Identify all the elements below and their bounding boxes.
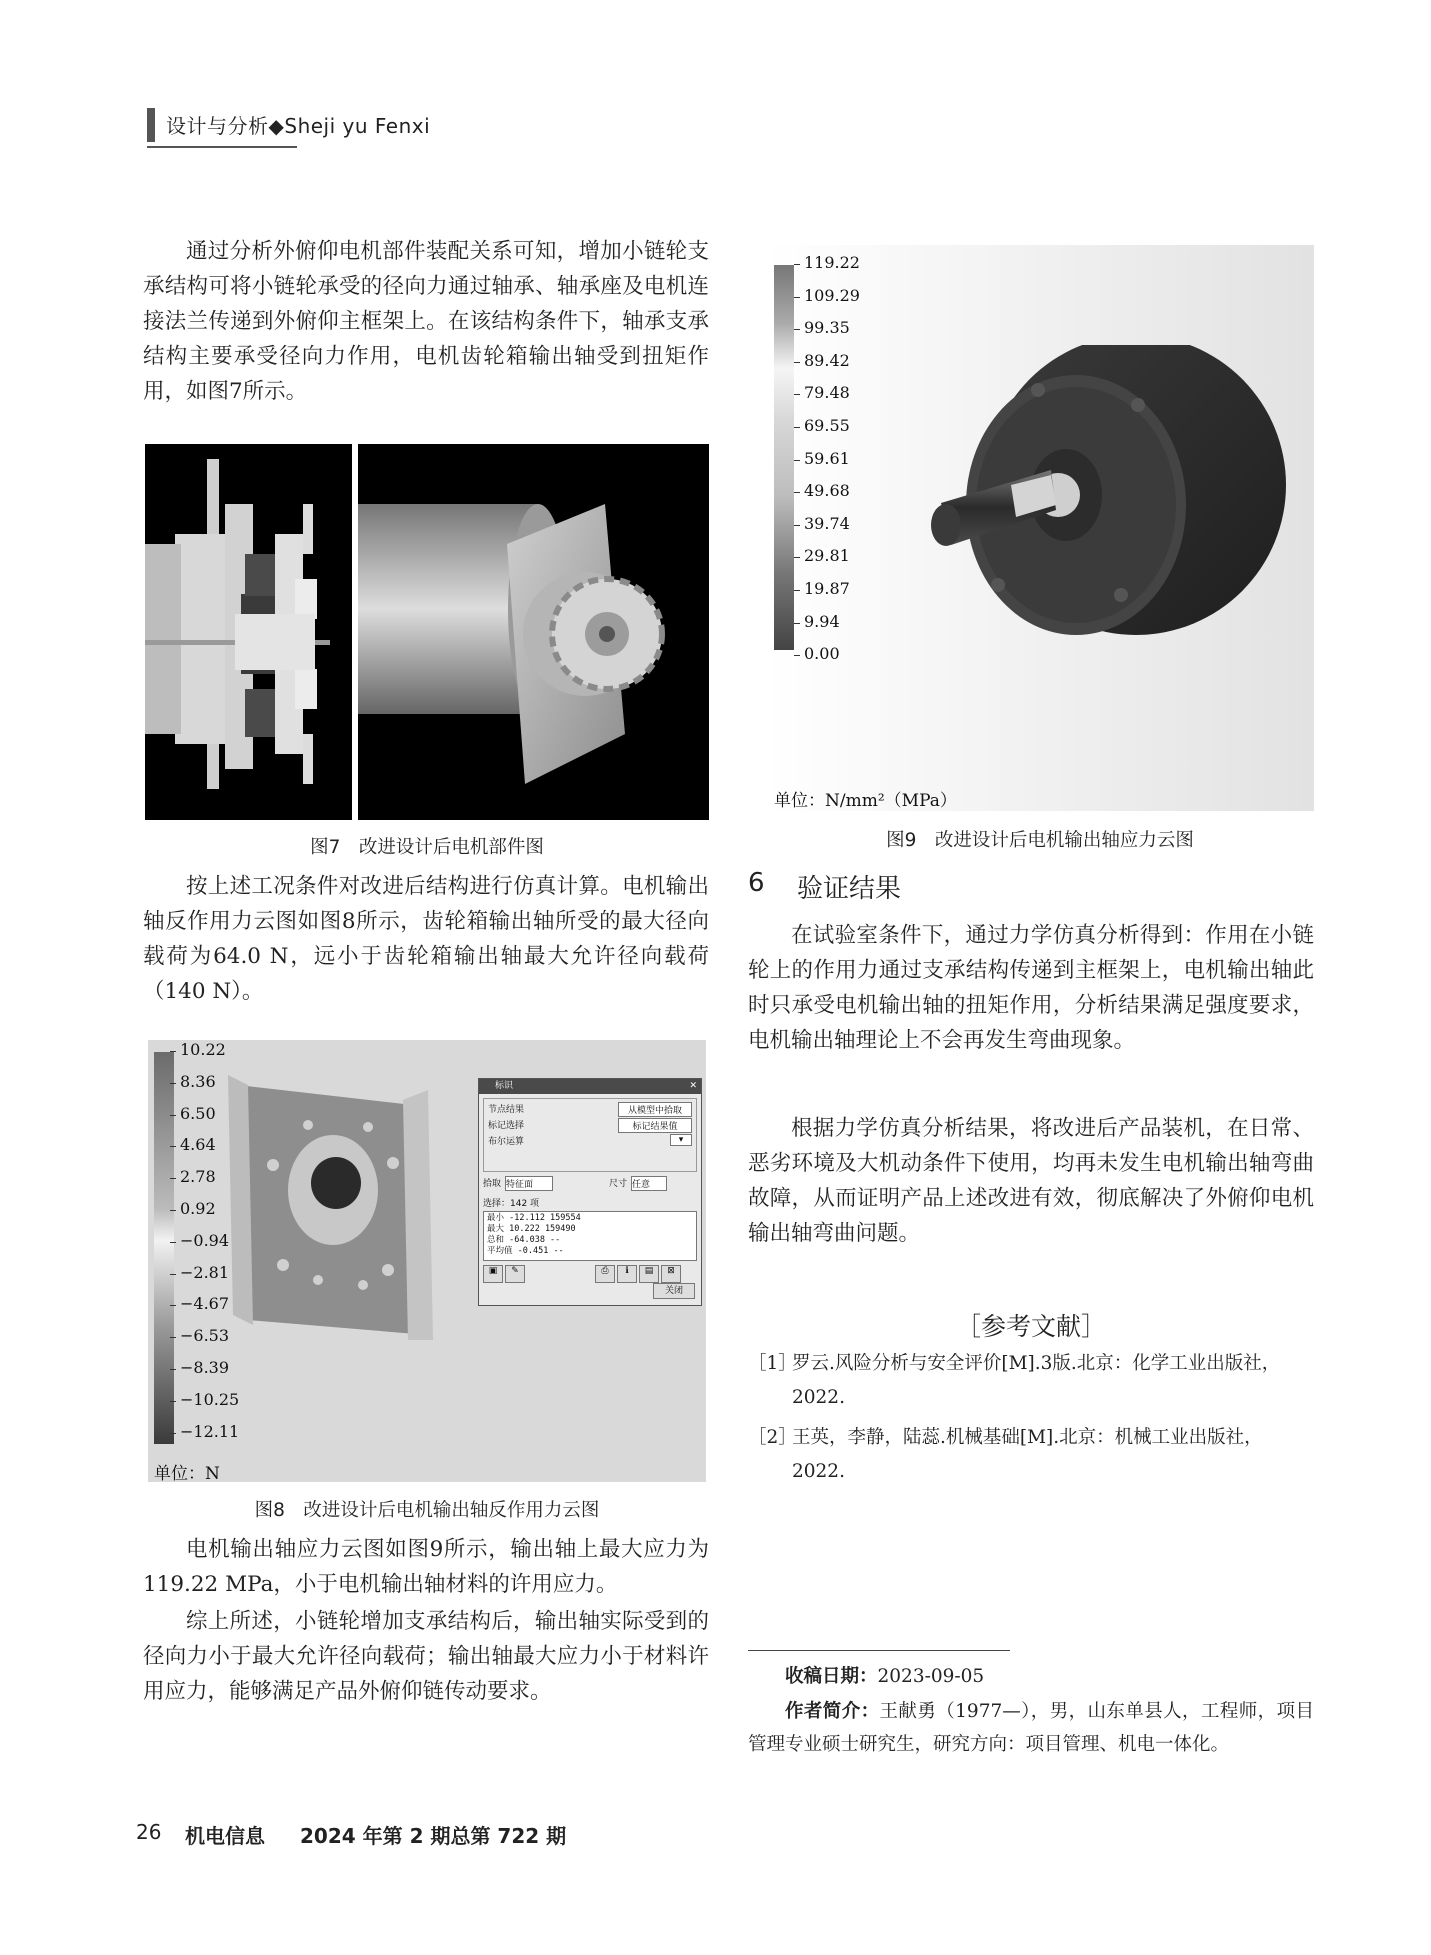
figure-8-tick-mark — [170, 1178, 176, 1179]
figure-9-tick-5: 69.55 — [804, 416, 850, 435]
figure-9-tick-9: 29.81 — [804, 546, 850, 566]
figure-8-tick-mark — [170, 1242, 176, 1243]
figure-8-tick-11: −10.25 — [180, 1389, 240, 1409]
figure-9-tick-3: 89.42 — [804, 350, 850, 370]
issue-info: 2024 年第 2 期总第 722 期 — [300, 1824, 567, 1848]
dialog-tool-icon[interactable]: ⊠ — [661, 1265, 681, 1283]
figure-8-tick-mark — [170, 1146, 176, 1147]
figure-9-tick-12: 0.00 — [804, 644, 840, 664]
right-paragraph-2: 根据力学仿真分析结果，将改进后产品装机，在日常、恶劣环境及大机动条件下使用，均再未发生电机输出轴弯曲故障，从而证明产品上述改进有效，彻底解决了外俯仰电机输出轴弯曲问题。 — [748, 1116, 1314, 1246]
dialog-row-label: 标记选择 — [488, 1121, 525, 1131]
received-label: 收稿日期： — [785, 1666, 878, 1687]
figure-9-tick-mark — [794, 329, 800, 330]
figure-8-tick-2: 6.50 — [180, 1103, 216, 1123]
reference-2-number: ［2］ — [748, 1427, 797, 1448]
figure-7-caption: 图7 改进设计后电机部件图 — [310, 837, 544, 858]
dialog-title: 标识 — [495, 1081, 514, 1091]
figure-8-tick-mark — [170, 1401, 176, 1402]
stats-min: 最小 -12.112 159554 — [487, 1213, 581, 1223]
dialog-pick-label: 拾取 — [483, 1179, 502, 1189]
figure-9-tick-mark — [794, 427, 800, 428]
figure-8-tick-mark — [170, 1369, 176, 1370]
dialog-boolean-button[interactable]: ▾ — [670, 1134, 692, 1146]
received-value: 2023-09-05 — [877, 1666, 985, 1687]
header-bar — [147, 108, 155, 142]
figure-8-tick-1: 8.36 — [180, 1071, 216, 1091]
reference-2 — [748, 1421, 1314, 1489]
reference-1-text: 罗云.风险分析与安全评价[M].3版.北京：化学工业出版社，2022. — [792, 1353, 1281, 1408]
dialog-tool-icon[interactable]: ▤ — [639, 1265, 659, 1283]
figure-8-tick-mark — [170, 1337, 176, 1338]
section-number: 6 — [748, 868, 765, 898]
figure-9-tick-mark — [794, 623, 800, 624]
figure-8-tick-7: −2.81 — [180, 1262, 230, 1282]
dialog-select-node-result[interactable]: 从模型中拾取 — [618, 1102, 692, 1117]
dialog-row-boolean — [488, 1134, 692, 1150]
dialog-info-icon[interactable]: ℹ — [617, 1265, 637, 1283]
figure-9-tick-8: 39.74 — [804, 513, 850, 533]
figure-8-tick-0: 10.22 — [180, 1040, 226, 1059]
figure-9-tick-mark — [794, 525, 800, 526]
identify-dialog — [478, 1078, 702, 1306]
left-paragraph-1: 通过分析外俯仰电机部件装配关系可知，增加小链轮支承结构可将小链轮承受的径向力通过轴承、轴承座及电机连接法兰传递到外俯仰主框架上。在该结构条件下，轴承支承结构主要承受径向力作用，电机齿轮箱输出轴受到扭矩作用，如图7所示。 — [143, 239, 709, 404]
reference-2-text: 王英，李静，陆蕊.机械基础[M].北京：机械工业出版社，2022. — [792, 1427, 1263, 1482]
figure-9-caption: 图9 改进设计后电机输出轴应力云图 — [886, 830, 1194, 851]
figure-9-tick-2: 99.35 — [804, 318, 850, 338]
figure-8-tick-9: −6.53 — [180, 1326, 230, 1346]
figure-8-unit: 单位：N — [154, 1464, 220, 1484]
dialog-titlebar — [479, 1079, 701, 1094]
figure-8-tick-12: −12.11 — [180, 1421, 240, 1441]
figure-8-color-scale — [154, 1052, 174, 1444]
figure-9-tick-1: 109.29 — [804, 285, 860, 305]
figure-9-tick-6: 59.61 — [804, 448, 850, 468]
figure-8-tick-5: 0.92 — [180, 1199, 216, 1218]
figure-7 — [145, 444, 709, 820]
figure-8-tick-mark — [170, 1210, 176, 1211]
section-title: 验证结果 — [797, 874, 902, 904]
figure-9-tick-mark — [794, 492, 800, 493]
figure-8-tick-mark — [170, 1051, 176, 1052]
figure-9-tick-mark — [794, 655, 800, 656]
figure-8-tick-mark — [170, 1305, 176, 1306]
figure-9-tick-7: 49.68 — [804, 481, 850, 501]
figure-8-tick-mark — [170, 1433, 176, 1434]
figure-7-image — [145, 444, 709, 820]
figure-9-motor-image — [926, 345, 1296, 665]
footnote-rule — [748, 1650, 1010, 1651]
figure-9-tick-mark — [794, 264, 800, 265]
dialog-tool-icon[interactable]: ▣ — [483, 1265, 503, 1283]
figure-8-plate-image — [228, 1065, 438, 1355]
reference-1-number: ［1］ — [748, 1353, 797, 1374]
stats-sum: 总和 -64.038 -- — [487, 1235, 561, 1245]
dialog-toolbar — [483, 1265, 697, 1285]
header-rule — [147, 146, 297, 148]
figure-8 — [148, 1040, 706, 1482]
author-value: 王献勇（1977—），男，山东单县人，工程师，项目管理专业硕士研究生，研究方向：项目管理、机电一体化。 — [748, 1701, 1314, 1755]
left-paragraph-4: 综上所述，小链轮增加支承结构后，输出轴实际受到的径向力小于最大允许径向载荷；输出轴最大应力小于材料许用应力，能够满足产品外俯仰链传动要求。 — [143, 1609, 709, 1704]
dialog-row-label: 节点结果 — [488, 1105, 525, 1115]
figure-8-caption: 图8 改进设计后电机输出轴反作用力云图 — [254, 1500, 600, 1521]
dialog-pick-select[interactable]: 特征面 — [505, 1176, 553, 1191]
header-section: 设计与分析◆Sheji yu Fenxi — [166, 114, 431, 138]
figure-8-tick-mark — [170, 1274, 176, 1275]
page-number: 26 — [136, 1820, 162, 1844]
figure-8-tick-10: −8.39 — [180, 1358, 230, 1377]
right-paragraph-1: 在试验室条件下，通过力学仿真分析得到：作用在小链轮上的作用力通过支承结构传递到主框架上，电机输出轴此时只承受电机输出轴的扭矩作用，分析结果满足强度要求，电机输出轴理论上不会再发生弯曲现象。 — [748, 923, 1314, 1053]
author-bio — [748, 1695, 1314, 1761]
dialog-row-mark-select — [488, 1118, 692, 1134]
dialog-stats-list — [483, 1211, 697, 1261]
figure-9 — [766, 245, 1314, 811]
dialog-count: 选择：142 项 — [483, 1199, 540, 1209]
figure-8-tick-mark — [170, 1083, 176, 1084]
dialog-row-label: 布尔运算 — [488, 1137, 525, 1147]
stats-mean: 平均值 -0.451 -- — [487, 1246, 564, 1256]
dialog-size-select[interactable]: 任意 — [631, 1176, 667, 1191]
dialog-pick-row — [483, 1176, 697, 1192]
figure-9-tick-mark — [794, 460, 800, 461]
figure-9-tick-mark — [794, 362, 800, 363]
figure-9-tick-mark — [794, 394, 800, 395]
dialog-row-node-result — [488, 1102, 692, 1118]
received-date — [748, 1660, 1314, 1693]
figure-9-unit: 单位：N/mm²（MPa） — [774, 791, 957, 811]
figure-8-tick-mark — [170, 1115, 176, 1116]
figure-9-tick-4: 79.48 — [804, 383, 850, 403]
figure-9-tick-0: 119.22 — [804, 253, 860, 272]
figure-9-color-scale — [774, 265, 794, 650]
dialog-tool-icon[interactable]: ✎ — [505, 1265, 525, 1283]
figure-8-tick-4: 2.78 — [180, 1167, 216, 1187]
left-paragraph-2: 按上述工况条件对改进后结构进行仿真计算。电机输出轴反作用力云图如图8所示，齿轮箱输出轴所受的最大径向载荷为64.0 N，远小于齿轮箱输出轴最大允许径向载荷（140 N）。 — [143, 874, 709, 1004]
author-label: 作者简介： — [785, 1701, 880, 1722]
dialog-select-mark-result[interactable]: 标记结果值 — [618, 1118, 692, 1133]
figure-9-tick-mark — [794, 590, 800, 591]
stats-max: 最大 10.222 159490 — [487, 1224, 576, 1234]
dialog-options-panel — [483, 1098, 697, 1172]
left-paragraph-3: 电机输出轴应力云图如图9所示，输出轴上最大应力为119.22 MPa，小于电机输出轴材料的许用应力。 — [143, 1537, 709, 1597]
dialog-close-button[interactable]: 关闭 — [653, 1283, 695, 1299]
figure-9-tick-mark — [794, 557, 800, 558]
dialog-size-label: 尺寸 — [609, 1179, 628, 1189]
figure-8-tick-3: 4.64 — [180, 1135, 216, 1155]
reference-1 — [748, 1347, 1314, 1415]
references-heading: ［参考文献］ — [955, 1312, 1106, 1341]
dialog-tool-icon[interactable]: ⎙ — [595, 1265, 615, 1283]
journal-name: 机电信息 — [185, 1824, 265, 1848]
figure-8-tick-6: −0.94 — [180, 1230, 230, 1250]
figure-9-tick-10: 19.87 — [804, 579, 850, 598]
figure-8-tick-8: −4.67 — [180, 1294, 230, 1314]
figure-9-tick-mark — [794, 297, 800, 298]
figure-9-tick-11: 9.94 — [804, 611, 840, 631]
dialog-close-icon[interactable]: ✕ — [689, 1081, 697, 1091]
